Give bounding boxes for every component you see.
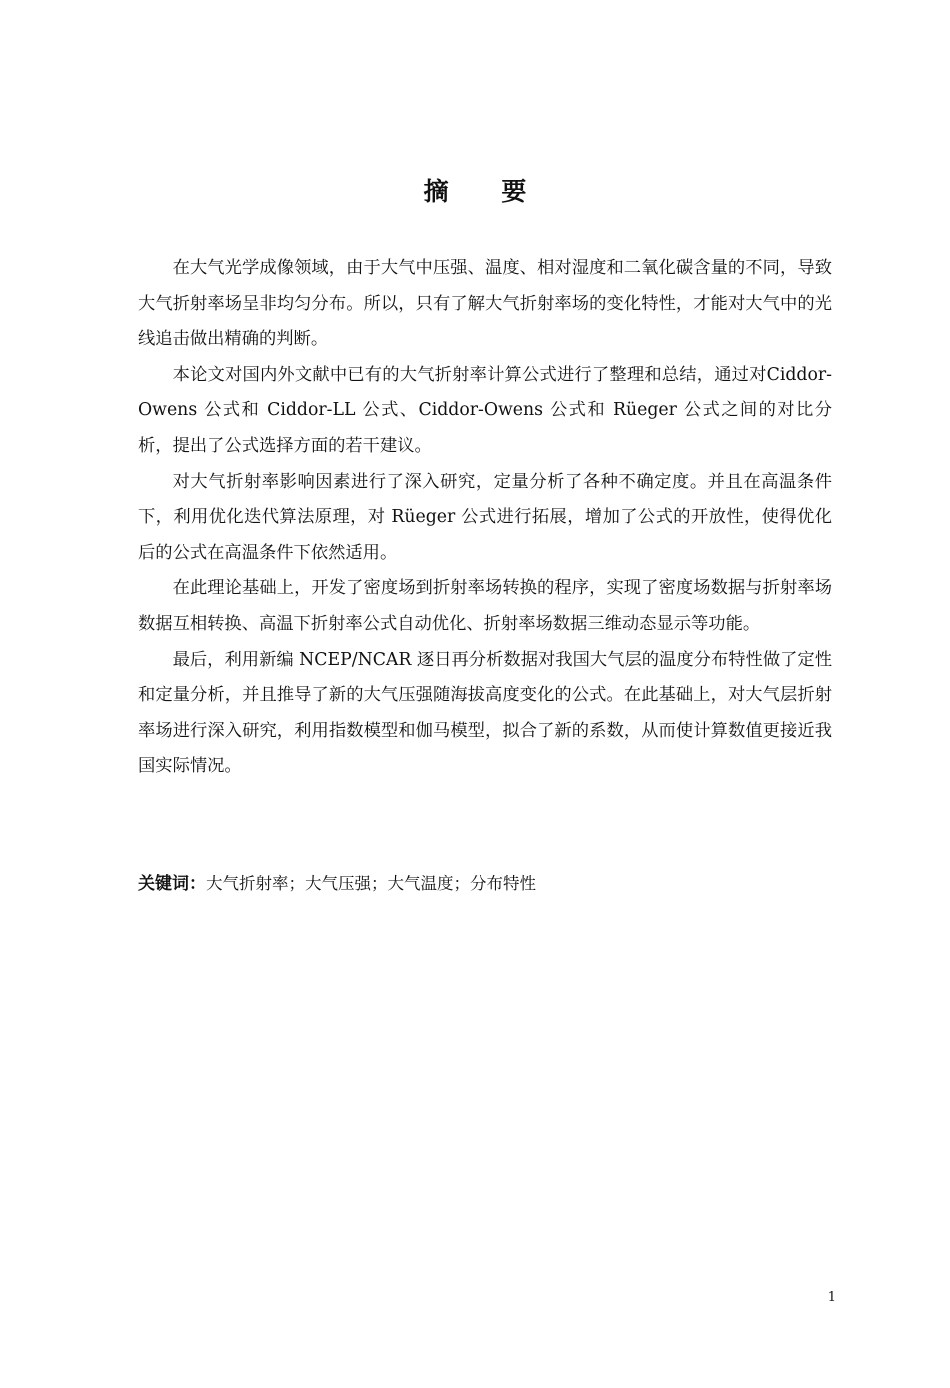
abstract-paragraph-5: 最后，利用新编 NCEP/NCAR 逐日再分析数据对我国大气层的温度分布特性做了定性和定量分析，并且推导了新的大气压强随海拔高度变化的公式。在此基础上，对大气层折射率场进行深入研究，利用指数模型和伽马模型，拟合了新的系数，从而使计算数值更接近我国实际情况。: [138, 649, 832, 777]
abstract-paragraph-2: 本论文对国内外文献中已有的大气折射率计算公式进行了整理和总结，通过对Ciddor-Owens 公式和 Ciddor-LL 公式、Ciddor-Owens 公式和 Rüeger 公式之间的对比分析，提出了公式选择方面的若干建议。: [138, 364, 832, 456]
abstract-paragraph-4: 在此理论基础上，开发了密度场到折射率场转换的程序，实现了密度场数据与折射率场数据互相转换、高温下折射率公式自动优化、折射率场数据三维动态显示等功能。: [138, 578, 832, 634]
page-number: 1: [827, 1290, 836, 1305]
abstract-body: [138, 251, 832, 785]
keywords-label: 关键词：: [138, 874, 206, 894]
abstract-title: 摘 要: [423, 177, 549, 206]
keywords-line: [138, 869, 832, 899]
abstract-paragraph-1: 在大气光学成像领域，由于大气中压强、温度、相对湿度和二氧化碳含量的不同，导致大气折射率场呈非均匀分布。所以，只有了解大气折射率场的变化特性，才能对大气中的光线追击做出精确的判断。: [138, 258, 832, 350]
abstract-paragraph-3: 对大气折射率影响因素进行了深入研究，定量分析了各种不确定度。并且在高温条件下，利用优化迭代算法原理，对 Rüeger 公式进行拓展，增加了公式的开放性，使得优化后的公式在高温条件下依然适用。: [138, 471, 832, 563]
keywords-list: 大气折射率；大气压强；大气温度；分布特性: [206, 874, 536, 893]
